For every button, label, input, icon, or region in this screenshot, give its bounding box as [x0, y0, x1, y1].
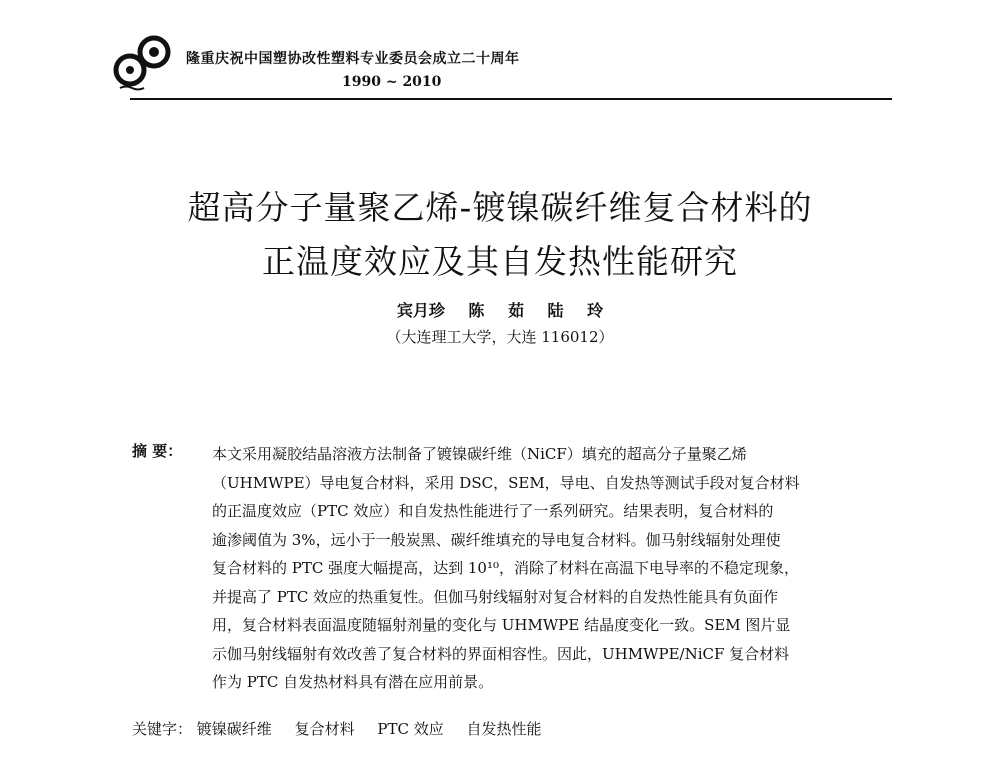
abstract-line: 用，复合材料表面温度随辐射剂量的变化与 UHMWPE 结晶度变化一致。SEM 图片显: [212, 616, 791, 634]
keyword: 自发热性能: [466, 720, 542, 738]
abstract-line: 逾渗阈值为 3%，远小于一般炭黑、碳纤维填充的导电复合材料。伽马射线辐射处理使: [212, 530, 781, 549]
keyword: 复合材料: [294, 720, 355, 738]
abstract-line: 并提高了 PTC 效应的热重复性。但伽马射线辐射对复合材料的自发热性能具有负面作: [212, 587, 779, 606]
header-rule: [130, 98, 892, 100]
authors: 宾月珍 陈 茹 陆 玲: [396, 301, 604, 320]
abstract-line: 本文采用凝胶结晶溶液方法制备了镀镍碳纤维（NiCF）填充的超高分子量聚乙烯: [212, 445, 747, 463]
keyword: 镀镍碳纤维: [196, 720, 272, 738]
abstract-label: 摘 要：: [132, 442, 183, 460]
keywords: [132, 718, 560, 739]
affiliation: （大连理工大学，大连 116012）: [386, 328, 614, 346]
page-header: [112, 28, 892, 112]
header-title: 隆重庆祝中国塑协改性塑料专业委员会成立二十周年: [186, 51, 520, 67]
abstract-body: [212, 440, 880, 697]
abstract-line: 示伽马射线辐射有效改善了复合材料的界面相容性。因此，UHMWPE/NiCF 复合材料: [212, 644, 790, 663]
paper-title-line-1: 超高分子量聚乙烯-镀镍碳纤维复合材料的: [187, 188, 813, 227]
keywords-label: 关键字：: [132, 720, 193, 738]
paper-title-line-2: 正温度效应及其自发热性能研究: [262, 242, 738, 281]
association-logo: [112, 30, 178, 94]
header-years: 1990 ~ 2010: [342, 74, 442, 90]
keyword: PTC 效应: [377, 720, 444, 738]
abstract-line: （UHMWPE）导电复合材料，采用 DSC，SEM，导电、自发热等测试手段对复合材料: [212, 473, 800, 492]
abstract-line: 作为 PTC 自发热材料具有潜在应用前景。: [212, 673, 494, 691]
abstract-line: 的正温度效应（PTC 效应）和自发热性能进行了一系列研究。结果表明，复合材料的: [212, 502, 774, 520]
abstract-line: 复合材料的 PTC 强度大幅提高，达到 10¹⁰，消除了材料在高温下电导率的不稳定现象，: [212, 559, 799, 577]
